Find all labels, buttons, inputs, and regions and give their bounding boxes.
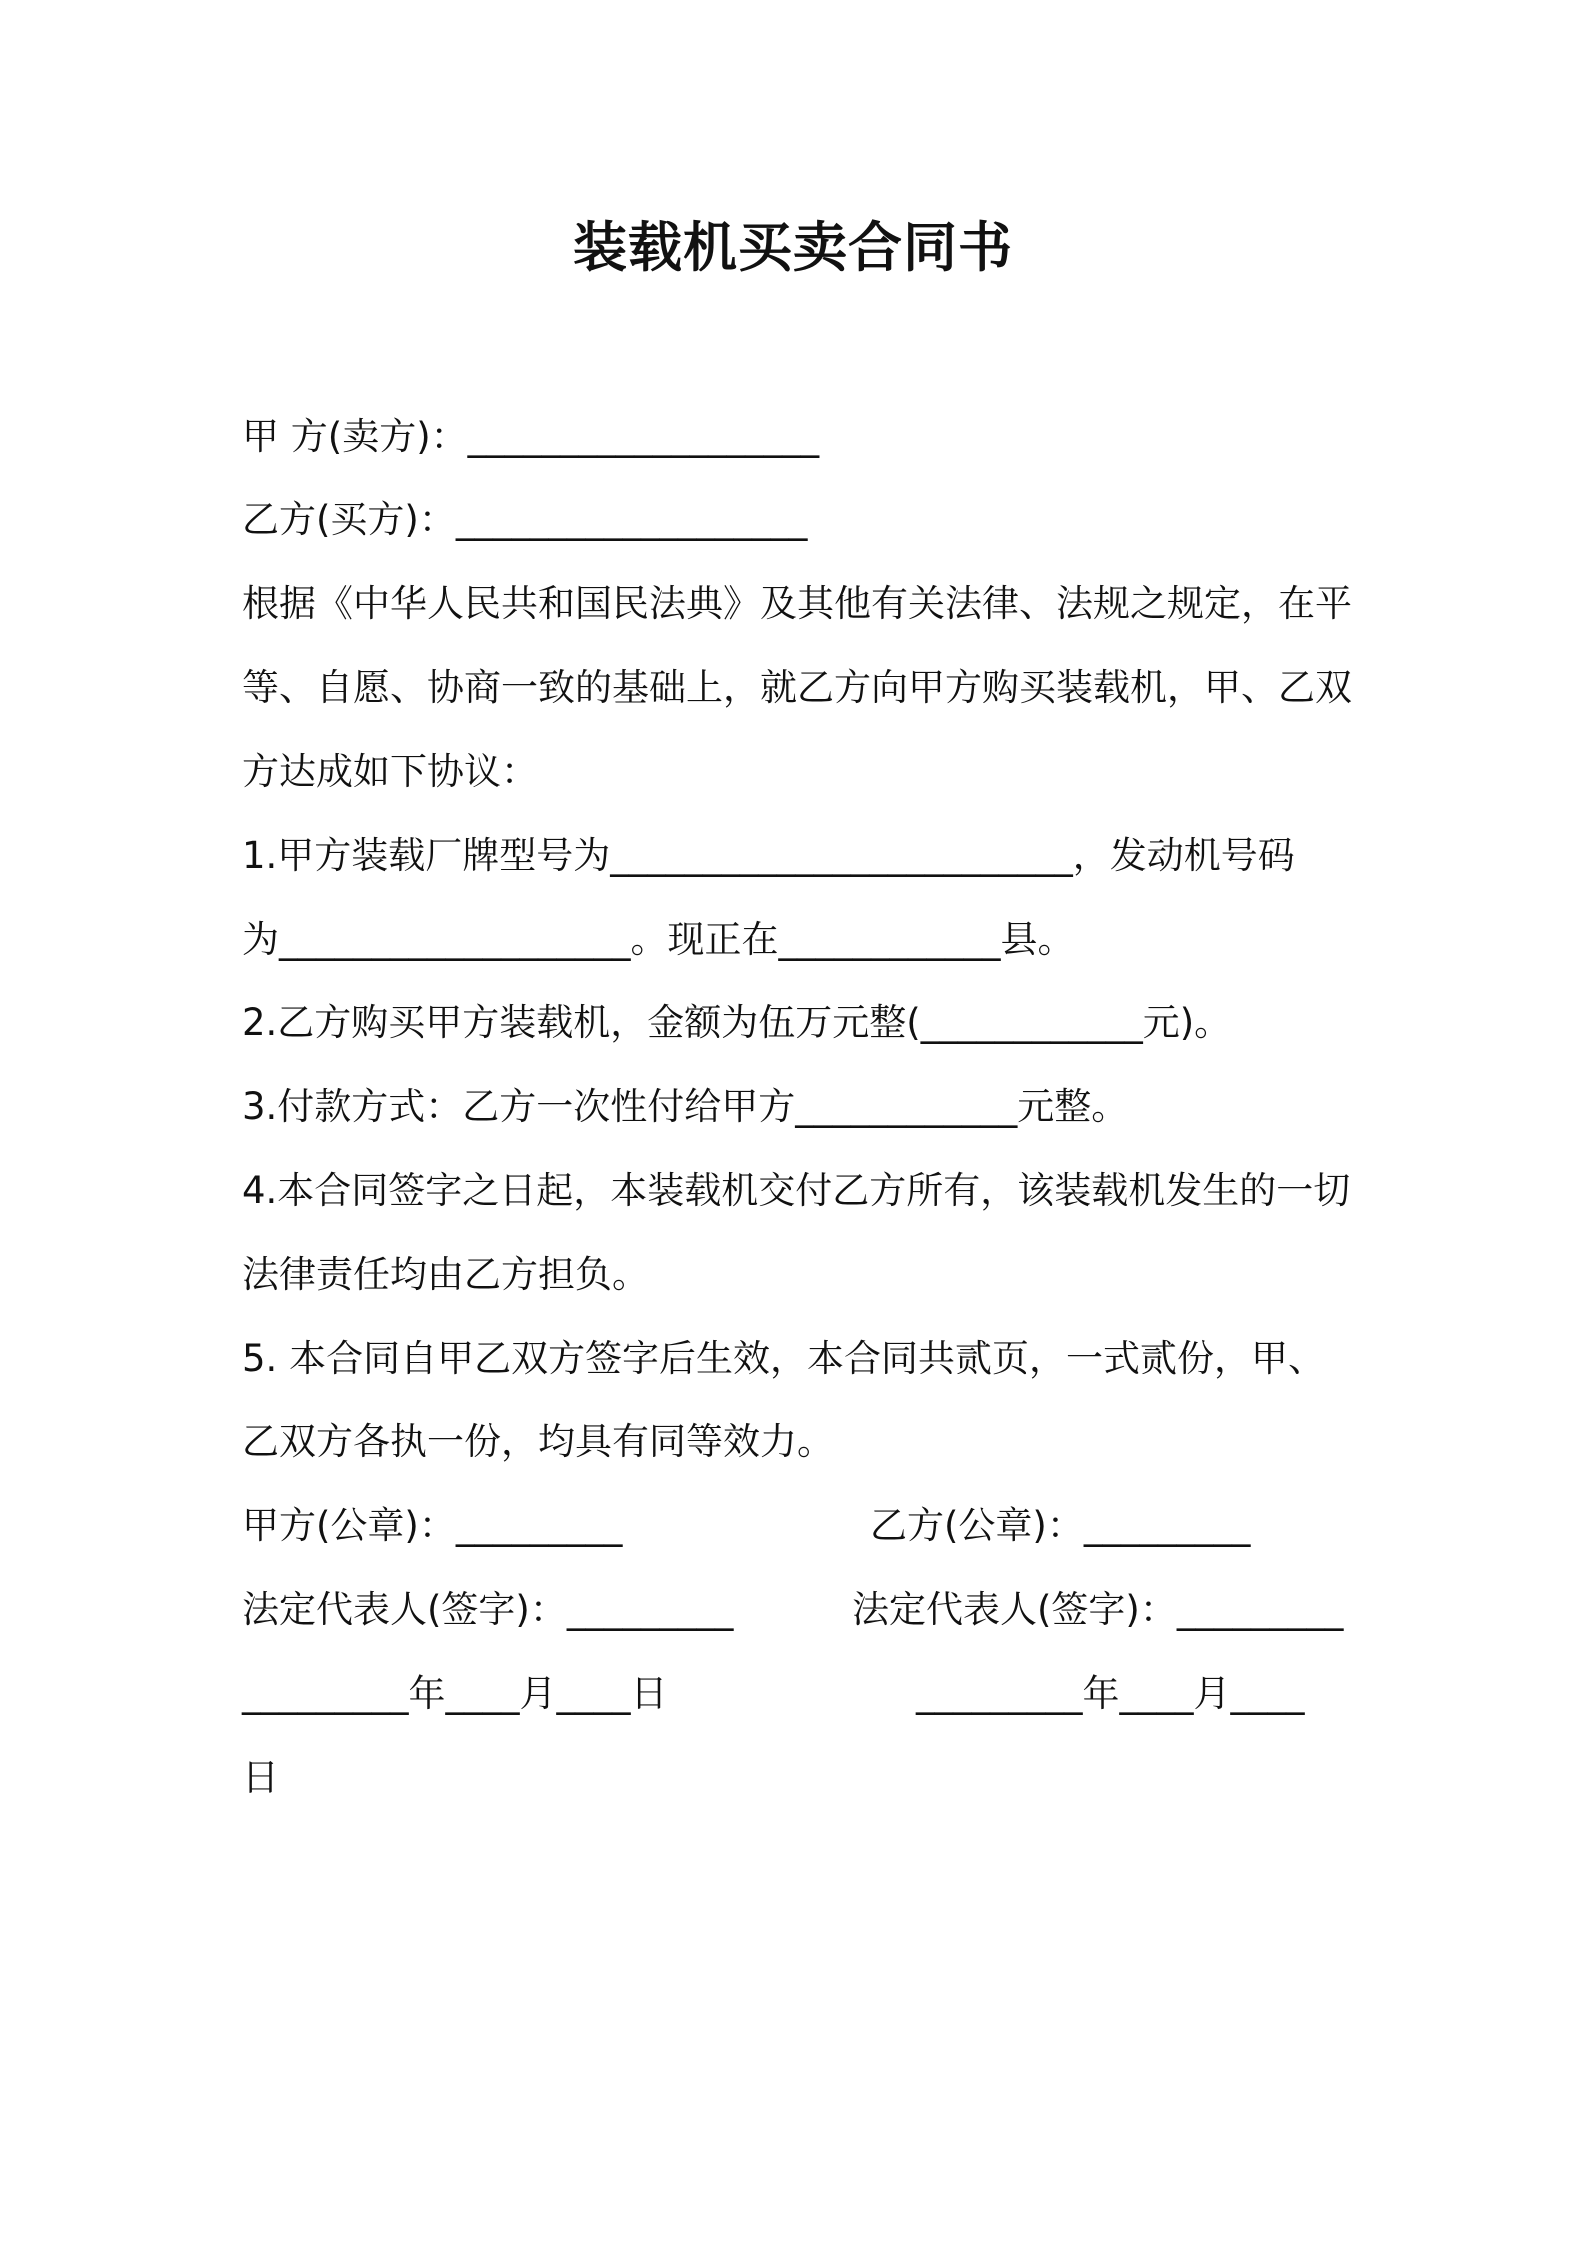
- clause-line: 1.甲方装载厂牌型号为_________________________，发动机号码: [242, 834, 1295, 877]
- party-b-seal: 乙方(公章)：_________: [870, 1504, 1251, 1547]
- party-a-representative: 法定代表人(签字)：_________: [242, 1588, 734, 1631]
- seller-line: 甲 方(卖方)：___________________: [242, 415, 820, 458]
- party-b-date-day: 日: [242, 1756, 279, 1799]
- clause-line: 3.付款方式：乙方一次性付给甲方____________元整。: [242, 1085, 1129, 1128]
- party-b-date: _________年____月____: [916, 1672, 1305, 1715]
- clause-line: 2.乙方购买甲方装载机，金额为伍万元整(____________元)。: [242, 1001, 1232, 1044]
- preamble-line: 方达成如下协议：: [242, 750, 538, 793]
- preamble-line: 根据《中华人民共和国民法典》及其他有关法律、法规之规定，在平: [242, 582, 1352, 625]
- clause-line: 4.本合同签字之日起，本装载机交付乙方所有，该装载机发生的一切: [242, 1169, 1351, 1212]
- preamble-line: 等、自愿、协商一致的基础上，就乙方向甲方购买装载机，甲、乙双: [242, 666, 1352, 709]
- clause-line: 为___________________。现正在____________县。: [242, 918, 1075, 961]
- clause-line: 法律责任均由乙方担负。: [242, 1253, 649, 1296]
- clause-line: 乙双方各执一份，均具有同等效力。: [242, 1420, 834, 1463]
- buyer-line: 乙方(买方)：___________________: [242, 498, 808, 541]
- party-b-representative: 法定代表人(签字)：_________: [852, 1588, 1344, 1631]
- document-title: 装载机买卖合同书: [573, 216, 1013, 279]
- party-a-seal: 甲方(公章)：_________: [242, 1504, 623, 1547]
- party-a-date: _________年____月____日: [242, 1672, 668, 1715]
- clause-line: 5. 本合同自甲乙双方签字后生效，本合同共贰页，一式贰份，甲、: [242, 1337, 1326, 1380]
